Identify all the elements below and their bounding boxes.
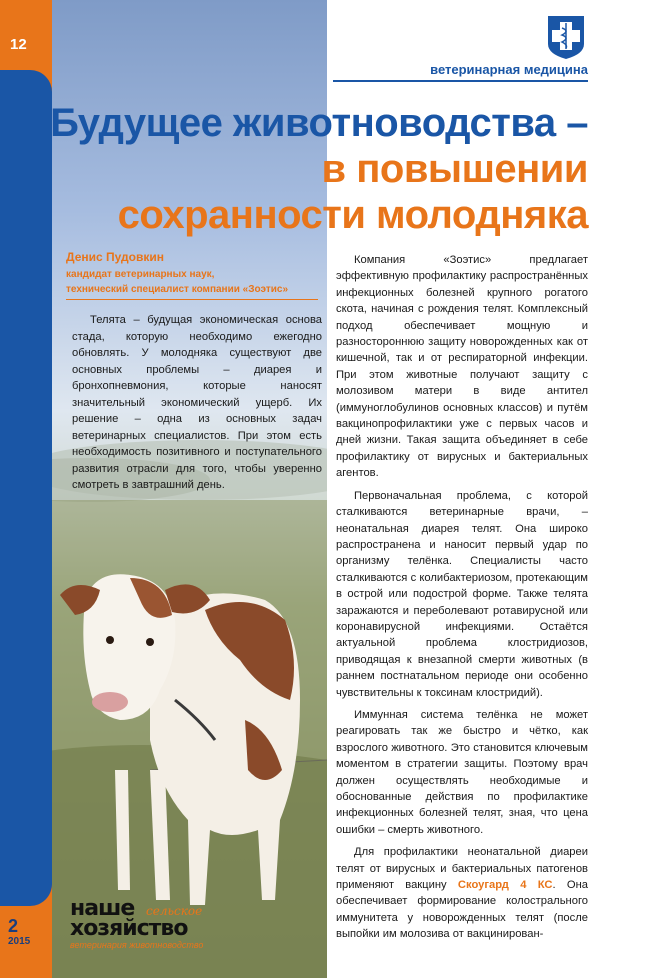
magazine-logo-script: сельское bbox=[146, 904, 203, 918]
article-title bbox=[50, 100, 588, 238]
left-blue-bar bbox=[0, 70, 52, 906]
magazine-logo-line-2: хозяйство bbox=[70, 916, 188, 941]
title-line-2: в повышении bbox=[321, 147, 588, 191]
issue-number: 2 bbox=[8, 916, 19, 936]
body-paragraph-1: Компания «Зоэтис» предлагает эффективную профилактику распространённых инфекционных болезней крупного рогатого скота, начиная с рождения телят. Комплексный подход обеспечивает мощную и разностороннюю защиту новорожденных как от кишечной, так и от респираторной инфекции. При этом животные получают защиту с молозивом матери в виде антител (иммуноглобулинов основных классов) и путём вакцинопрофилактики уже с первых часов и дней жизни. Такая защита объединяет в себе профилактику от вирусных и бактериальных агентов. bbox=[336, 254, 588, 480]
body-p4-after: . Она обеспечивает формирование колострального иммунитета у новорожденных телят (после выпойки им молозива от вакцинирован- bbox=[336, 879, 588, 941]
magazine-logo-subtitle: ветеринария животноводство bbox=[70, 940, 204, 950]
author-role-line-1: кандидат ветеринарных наук, bbox=[66, 269, 215, 280]
section-label: ветеринарная медицина bbox=[430, 62, 588, 77]
magazine-logo-line-1: наше bbox=[70, 896, 135, 921]
body-paragraph-3: Иммунная система телёнка не может реагировать так же быстро и чётко, как взрослого животного. Это становится ключевым моментом в стратегии защиты. Поэтому врач должен осуществлять необходимые и обоснованные действия по профилактике инфекционных болезней телят, зная, что цена ошибки – смерть животного. bbox=[336, 708, 588, 836]
lead-paragraph: Телята – будущая экономическая основа стада, которую необходимо ежегодно обновлять. У молодняка существуют две основных проблемы – диарея и бронхопневмония, которые наносят значительный экономический ущерб. Их решение – одна из основных задач ветеринарных специалистов. При этом есть необходимость позитивного и поступательного развития отрасли для того, чтобы уверенно смотреть в завтрашний день. bbox=[72, 314, 322, 491]
author-role bbox=[66, 267, 318, 297]
body-column bbox=[336, 252, 588, 949]
author-rule bbox=[66, 299, 318, 300]
title-line-1: Будущее животноводства – bbox=[50, 101, 588, 145]
section-rule bbox=[333, 80, 588, 82]
author-name: Денис Пудовкин bbox=[66, 250, 164, 264]
body-paragraph-4 bbox=[336, 844, 588, 942]
body-p4-before: Для профилактики неонатальной диареи телят от вирусных и бактериальных патогенов применяют вакцину bbox=[336, 846, 588, 892]
body-paragraph-2: Первоначальная проблема, с которой сталкиваются ветеринарные врачи, – неонатальная диарея телят. Она широко распространена и наносит первый удар по организму телёнка. Специалисты часто сталкиваются с колибактериозом, протекающим в острой или подострой форме. Также телята заражаются и переболевают ротавирусной или коронавирусной инфекциями. Остаётся актуальной проблема клостридиозов, приводящая к внезапной смерти животных (в раннем постнатальном периоде они особенно чувствительны к токсинам клостридий). bbox=[336, 489, 588, 699]
title-line-3: сохранности молодняка bbox=[117, 193, 588, 237]
page-number: 12 bbox=[10, 36, 27, 53]
author-role-line-2: технический специалист компании «Зоэтис» bbox=[66, 284, 289, 295]
author-block bbox=[66, 249, 318, 300]
magazine-logo bbox=[70, 896, 240, 954]
caduceus-cross-icon bbox=[544, 14, 588, 60]
product-name: Скоугард 4 КС bbox=[457, 879, 553, 892]
issue-year: 2015 bbox=[8, 936, 31, 947]
